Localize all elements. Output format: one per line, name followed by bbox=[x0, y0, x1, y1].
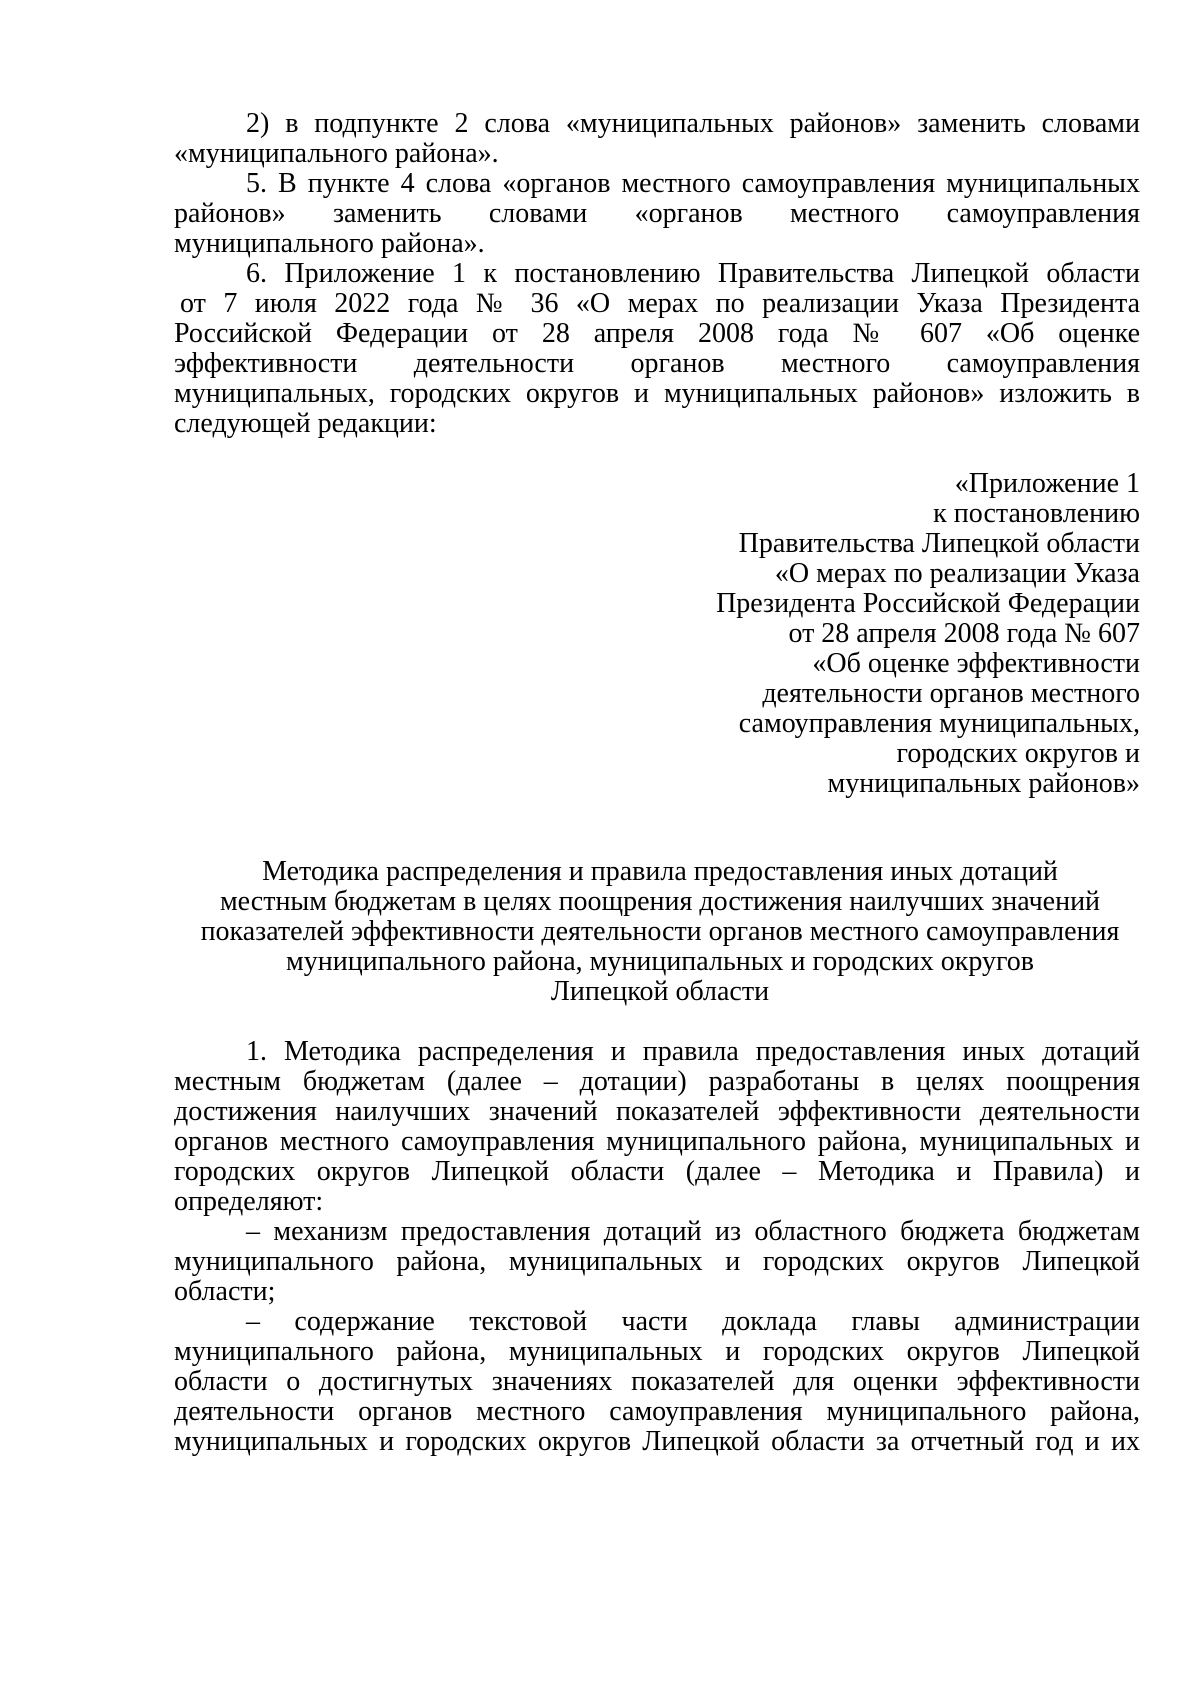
paragraph-line: Российской Федерации от 28 апреля 2008 года № 607 «Об оценке bbox=[174, 318, 1140, 349]
appendix-header-line: к постановлению bbox=[933, 498, 1140, 529]
paragraph-line: достижения наилучших значений показателей эффективности деятельности bbox=[174, 1096, 1140, 1127]
appendix-header-line: городских округов и bbox=[896, 738, 1140, 769]
section-title-line: Липецкой области bbox=[550, 976, 770, 1007]
paragraph-line: эффективности деятельности органов местного самоуправления bbox=[174, 348, 1140, 379]
list-item-line: – механизм предоставления дотаций из областного бюджета бюджетам bbox=[246, 1216, 1140, 1247]
section-title-line: местным бюджетам в целях поощрения достижения наилучших значений bbox=[219, 886, 1101, 917]
list-item-line: муниципальных и городских округов Липецкой области за отчетный год и их bbox=[174, 1426, 1140, 1457]
list-item-line: области о достигнутых значениях показателей для оценки эффективности bbox=[174, 1366, 1140, 1397]
appendix-header-line: «О мерах по реализации Указа bbox=[774, 558, 1140, 589]
appendix-header-line: деятельности органов местного bbox=[762, 678, 1140, 709]
section-title-line: Методика распределения и правила предоставления иных дотаций bbox=[262, 856, 1058, 887]
section-title-line: показателей эффективности деятельности органов местного самоуправления bbox=[200, 916, 1120, 947]
paragraph-line: 5. В пункте 4 слова «органов местного самоуправления муниципальных bbox=[246, 168, 1140, 199]
paragraph-line: муниципального района». bbox=[174, 228, 485, 259]
appendix-header-line: от 28 апреля 2008 года № 607 bbox=[788, 618, 1140, 649]
appendix-header-line: «Приложение 1 bbox=[954, 468, 1140, 499]
paragraph-line: местным бюджетам (далее – дотации) разработаны в целях поощрения bbox=[174, 1066, 1140, 1097]
appendix-header-line: Президента Российской Федерации bbox=[716, 588, 1140, 619]
list-item-line: области; bbox=[174, 1276, 276, 1307]
paragraph-line: муниципальных, городских округов и муниципальных районов» изложить в bbox=[174, 378, 1140, 409]
appendix-header-line: муниципальных районов» bbox=[827, 768, 1140, 799]
list-item-line: – содержание текстовой части доклада главы администрации bbox=[246, 1306, 1140, 1337]
appendix-header-line: Правительства Липецкой области bbox=[738, 528, 1140, 559]
appendix-header-line: «Об оценке эффективности bbox=[812, 648, 1140, 679]
list-item-line: муниципального района, муниципальных и городских округов Липецкой bbox=[174, 1336, 1140, 1367]
appendix-header-line: самоуправления муниципальных, bbox=[738, 708, 1140, 739]
paragraph-line: 6. Приложение 1 к постановлению Правительства Липецкой области bbox=[246, 258, 1140, 289]
section-title-line: муниципального района, муниципальных и городских округов bbox=[286, 946, 1034, 977]
list-item-line: деятельности органов местного самоуправления муниципального района, bbox=[174, 1396, 1140, 1427]
paragraph-line: районов» заменить словами «органов местного самоуправления bbox=[174, 198, 1140, 229]
paragraph-line: определяют: bbox=[174, 1186, 324, 1217]
paragraph-line: органов местного самоуправления муниципального района, муниципальных и bbox=[174, 1126, 1140, 1157]
paragraph-line: следующей редакции: bbox=[174, 408, 437, 439]
paragraph-line: 2) в подпункте 2 слова «муниципальных районов» заменить словами bbox=[246, 108, 1140, 139]
paragraph-line: «муниципального района». bbox=[174, 138, 499, 169]
paragraph-line: от 7 июля 2022 года № 36 «О мерах по реализации Указа Президента bbox=[180, 288, 1140, 319]
paragraph-line: 1. Методика распределения и правила предоставления иных дотаций bbox=[246, 1036, 1140, 1067]
list-item-line: муниципального района, муниципальных и городских округов Липецкой bbox=[174, 1246, 1140, 1277]
paragraph-line: городских округов Липецкой области (далее – Методика и Правила) и bbox=[174, 1156, 1140, 1187]
